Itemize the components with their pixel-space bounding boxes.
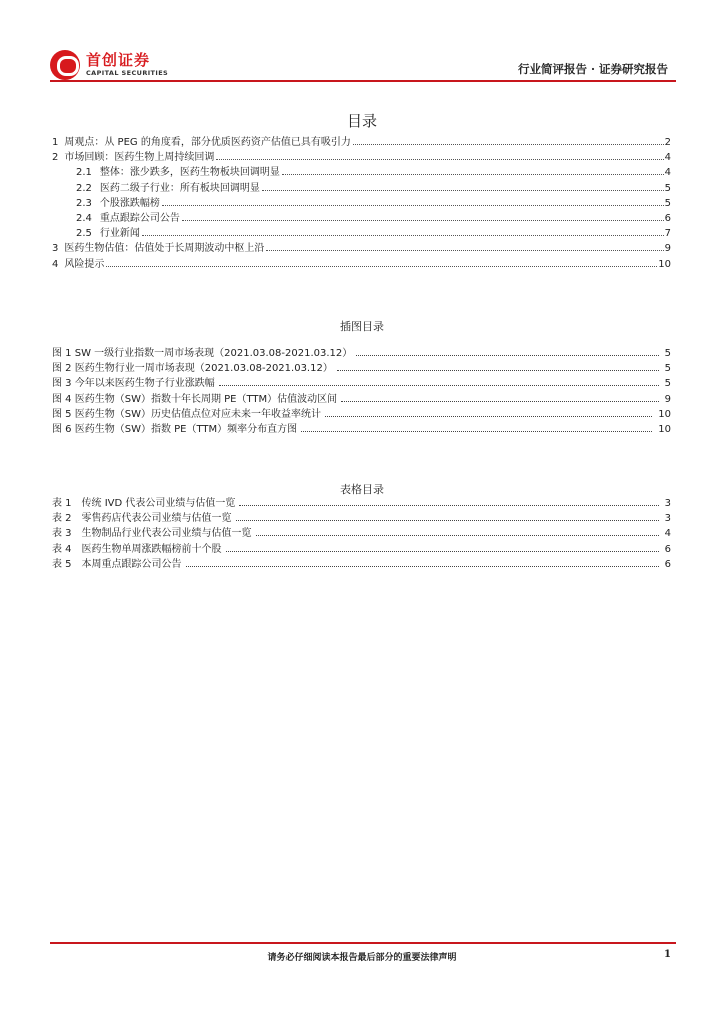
toc-entry-text: 市场回顾：医药生物上周持续回调 xyxy=(64,152,215,164)
toc-entry-page: 4 xyxy=(664,152,671,164)
toc-entry-number: 2.4 xyxy=(76,212,92,224)
figure-entry-page: 5 xyxy=(664,348,671,359)
figure-entry-text: 图 1 SW 一级行业指数一周市场表现（2021.03.08-2021.03.12） xyxy=(52,348,353,359)
toc-entry-page: 5 xyxy=(664,197,671,209)
figure-list-entry[interactable] xyxy=(52,376,671,391)
table-list-entry[interactable] xyxy=(52,496,671,511)
figure-dot-leader xyxy=(219,385,659,386)
toc-subsection-entry[interactable] xyxy=(52,165,671,180)
table-list-entry[interactable] xyxy=(52,526,671,541)
figure-entry-page: 5 xyxy=(664,363,671,375)
toc-dot-leader xyxy=(142,235,664,236)
toc-section-entry[interactable] xyxy=(52,135,671,150)
table-list-title: 表格目录 xyxy=(340,483,384,496)
page-header xyxy=(50,44,676,82)
toc-title: 目录 xyxy=(346,112,377,130)
toc-entry-number: 2.1 xyxy=(76,167,92,179)
page-number: 1 xyxy=(664,949,671,960)
table-dot-leader xyxy=(236,520,659,521)
table-list-entry[interactable] xyxy=(52,557,671,572)
figure-list-entry[interactable] xyxy=(52,392,671,407)
report-type-label: 行业简评报告 · 证券研究报告 xyxy=(517,62,668,76)
toc-dot-leader xyxy=(282,174,664,175)
toc-dot-leader xyxy=(216,159,663,160)
table-entry-text: 本周重点跟踪公司公告 xyxy=(81,558,182,570)
toc-subsection-entry[interactable] xyxy=(52,211,671,226)
figure-dot-leader xyxy=(356,355,658,356)
toc-dot-leader xyxy=(106,266,657,267)
table-entry-text: 医药生物单周涨跌幅榜前十个股 xyxy=(81,543,222,555)
toc-entry-text: 重点跟踪公司公告 xyxy=(99,212,180,224)
figure-entry-page: 10 xyxy=(658,423,671,435)
toc-entry-text: 行业新闻 xyxy=(99,228,140,240)
toc-entry-text: 整体：涨少跌多，医药生物板块回调明显 xyxy=(99,167,280,179)
table-entry-page: 4 xyxy=(664,528,671,540)
toc-entry-text: 个股涨跌幅榜 xyxy=(99,197,160,209)
figure-list-title: 插图目录 xyxy=(340,320,384,333)
toc-dot-leader xyxy=(353,144,664,145)
figure-dot-leader xyxy=(341,401,658,402)
table-entry-text: 传统 IVD 代表公司业绩与估值一览 xyxy=(81,498,236,509)
toc-entry-text: 风险提示 xyxy=(64,258,105,270)
figure-entry-page: 10 xyxy=(658,408,671,420)
company-logo xyxy=(50,50,190,82)
table-entry-number: 表 5 xyxy=(52,558,72,570)
figure-entry-text: 图 2 医药生物行业一周市场表现（2021.03.08-2021.03.12） xyxy=(52,363,333,375)
toc-section-entry[interactable] xyxy=(52,257,671,272)
table-dot-leader xyxy=(239,505,658,506)
toc-subsection-entry[interactable] xyxy=(52,196,671,211)
toc-entry-page: 4 xyxy=(664,167,671,179)
toc-entry-number: 2 xyxy=(52,152,59,164)
table-list xyxy=(52,496,671,572)
figure-entry-text: 图 5 医药生物（SW）历史估值点位对应未来一年收益率统计 xyxy=(52,408,321,420)
figure-dot-leader xyxy=(325,416,652,417)
toc-entry-number: 1 xyxy=(52,137,59,148)
logo-english-name: CAPITAL SECURITIES xyxy=(86,69,169,77)
logo-s-icon xyxy=(50,50,80,80)
toc-subsection-entry[interactable] xyxy=(52,181,671,196)
table-entry-text: 零售药店代表公司业绩与估值一览 xyxy=(81,513,232,525)
table-entry-number: 表 1 xyxy=(52,498,72,509)
table-entry-text: 生物制品行业代表公司业绩与估值一览 xyxy=(81,528,252,540)
table-entry-number: 表 4 xyxy=(52,543,72,555)
table-list-entry[interactable] xyxy=(52,511,671,526)
figure-dot-leader xyxy=(301,431,652,432)
table-dot-leader xyxy=(256,535,659,536)
table-entry-number: 表 3 xyxy=(52,528,72,540)
figure-list-entry[interactable] xyxy=(52,407,671,422)
toc-entry-page: 9 xyxy=(664,243,671,255)
toc-subsection-entry[interactable] xyxy=(52,226,671,241)
table-entry-page: 3 xyxy=(664,498,671,509)
toc-entry-number: 2.3 xyxy=(76,197,92,209)
figure-entry-text: 图 6 医药生物（SW）指数 PE（TTM）频率分布直方图 xyxy=(52,423,298,435)
figure-list xyxy=(52,346,671,437)
toc-dot-leader xyxy=(262,190,664,191)
toc-dot-leader xyxy=(266,250,663,251)
toc-entry-page: 5 xyxy=(664,182,671,194)
legal-disclaimer-note: 请务必仔细阅读本报告最后部分的重要法律声明 xyxy=(267,953,457,963)
toc-section-entry[interactable] xyxy=(52,150,671,165)
table-entry-number: 表 2 xyxy=(52,513,72,525)
table-of-contents xyxy=(52,135,671,272)
toc-entry-page: 7 xyxy=(664,228,671,240)
toc-entry-number: 3 xyxy=(52,243,59,255)
toc-entry-page: 2 xyxy=(664,137,671,148)
toc-dot-leader xyxy=(182,220,664,221)
figure-entry-text: 图 3 今年以来医药生物子行业涨跌幅 xyxy=(52,378,215,390)
figure-entry-text: 图 4 医药生物（SW）指数十年长周期 PE（TTM）估值波动区间 xyxy=(52,393,338,405)
figure-dot-leader xyxy=(337,370,659,371)
table-entry-page: 3 xyxy=(664,513,671,525)
table-dot-leader xyxy=(226,551,659,552)
toc-dot-leader xyxy=(162,205,664,206)
toc-entry-text: 医药生物估值：估值处于长周期波动中枢上沿 xyxy=(64,243,265,255)
figure-list-entry[interactable] xyxy=(52,346,671,361)
toc-entry-number: 4 xyxy=(52,258,59,270)
table-entry-page: 6 xyxy=(664,558,671,570)
table-dot-leader xyxy=(186,566,659,567)
logo-chinese-name: 首创证券 xyxy=(86,51,151,69)
toc-entry-page: 10 xyxy=(658,258,671,270)
header-divider xyxy=(50,80,676,82)
figure-entry-page: 9 xyxy=(664,393,671,405)
toc-entry-text: 周观点：从 PEG 的角度看，部分优质医药资产估值已具有吸引力 xyxy=(64,137,351,148)
table-list-entry[interactable] xyxy=(52,542,671,557)
toc-entry-number: 2.2 xyxy=(76,182,92,194)
toc-section-entry[interactable] xyxy=(52,241,671,256)
toc-entry-number: 2.5 xyxy=(76,228,92,240)
figure-list-entry[interactable] xyxy=(52,422,671,437)
footer-divider xyxy=(50,942,676,944)
toc-entry-text: 医药二级子行业：所有板块回调明显 xyxy=(99,182,260,194)
figure-list-entry[interactable] xyxy=(52,361,671,376)
toc-entry-page: 6 xyxy=(664,212,671,224)
table-entry-page: 6 xyxy=(664,543,671,555)
figure-entry-page: 5 xyxy=(664,378,671,390)
